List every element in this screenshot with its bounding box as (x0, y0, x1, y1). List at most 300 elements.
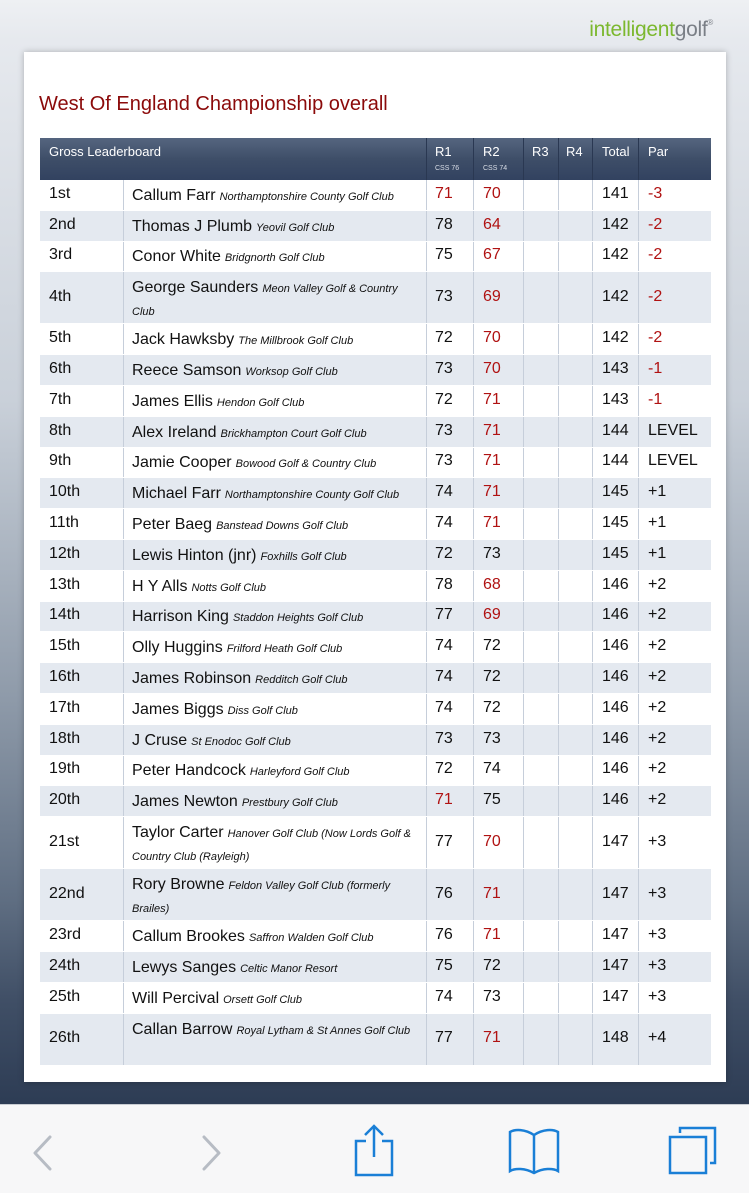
column-divider (426, 983, 427, 1013)
player-cell (132, 246, 422, 269)
total-score: 143 (602, 390, 629, 408)
share-icon[interactable] (354, 1123, 394, 1182)
player-cell (132, 606, 422, 629)
header-r1-css: CSS 76 (435, 165, 460, 172)
column-divider (123, 242, 124, 272)
player-cell (132, 699, 422, 722)
column-divider (592, 211, 593, 241)
par-score: -1 (648, 360, 663, 378)
column-divider (558, 921, 559, 951)
round1-score: 74 (435, 637, 453, 655)
column-divider (638, 180, 639, 210)
column-divider (473, 509, 474, 539)
column-divider (473, 571, 474, 601)
player-cell (132, 329, 422, 352)
player-name[interactable]: Rory Browne (132, 876, 225, 894)
column-divider (592, 786, 593, 816)
par-score: +2 (648, 698, 667, 716)
table-row[interactable] (40, 478, 711, 508)
player-name[interactable]: Callum Farr (132, 186, 216, 204)
round2-score: 71 (483, 452, 501, 470)
header-par: Par (648, 144, 669, 159)
column-divider (473, 952, 474, 982)
total-score: 146 (602, 729, 629, 747)
club-name: Worksop Golf Club (245, 366, 338, 379)
table-row[interactable] (40, 952, 711, 982)
player-cell (132, 483, 422, 506)
header-divider (473, 138, 474, 180)
column-divider (523, 417, 524, 447)
column-divider (638, 355, 639, 385)
table-row[interactable] (40, 632, 711, 662)
chevron-left-icon[interactable] (32, 1135, 54, 1176)
player-cell (132, 730, 422, 753)
column-divider (426, 952, 427, 982)
round2-score: 69 (483, 287, 501, 305)
player-name[interactable]: James Robinson (132, 670, 252, 688)
player-cell (132, 216, 422, 239)
column-divider (123, 663, 124, 693)
table-row[interactable] (40, 663, 711, 693)
table-row[interactable] (40, 694, 711, 724)
column-divider (558, 417, 559, 447)
column-divider (592, 417, 593, 447)
column-divider (523, 869, 524, 920)
player-name[interactable]: Conor White (132, 248, 221, 266)
column-divider (592, 725, 593, 755)
table-row[interactable] (40, 386, 711, 416)
column-divider (523, 571, 524, 601)
round1-score: 74 (435, 514, 453, 532)
position-cell: 22nd (49, 884, 85, 902)
club-name: Celtic Manor Resort (240, 962, 338, 975)
club-name: Banstead Downs Golf Club (216, 520, 349, 533)
round1-score: 73 (435, 360, 453, 378)
column-divider (558, 448, 559, 478)
par-score: -2 (648, 329, 663, 347)
column-divider (473, 355, 474, 385)
column-divider (592, 663, 593, 693)
club-name: Notts Golf Club (191, 581, 267, 594)
column-divider (473, 632, 474, 662)
position-cell: 23rd (49, 926, 82, 944)
table-row[interactable] (40, 725, 711, 755)
player-name[interactable]: Callum Brookes (132, 928, 245, 946)
player-cell (132, 637, 422, 660)
column-divider (123, 921, 124, 951)
column-divider (523, 509, 524, 539)
par-score: +3 (648, 956, 667, 974)
player-cell (132, 874, 422, 920)
column-divider (638, 386, 639, 416)
column-divider (558, 571, 559, 601)
position-cell: 25th (49, 987, 81, 1005)
column-divider (558, 817, 559, 868)
player-name[interactable]: Will Percival (132, 989, 220, 1007)
column-divider (592, 921, 593, 951)
column-divider (473, 211, 474, 241)
column-divider (473, 417, 474, 447)
player-cell (132, 360, 422, 383)
column-divider (123, 355, 124, 385)
player-cell (132, 422, 422, 445)
player-name[interactable]: Lewis Hinton (jnr) (132, 546, 257, 564)
table-row[interactable] (40, 786, 711, 816)
player-name[interactable]: Jack Hawksby (132, 331, 235, 349)
par-score: +2 (648, 575, 667, 593)
column-divider (523, 211, 524, 241)
par-score: +4 (648, 1029, 667, 1047)
player-name[interactable]: Olly Huggins (132, 639, 223, 657)
column-divider (638, 417, 639, 447)
par-score: +3 (648, 926, 667, 944)
column-divider (473, 921, 474, 951)
column-divider (473, 983, 474, 1013)
player-name[interactable]: Jamie Cooper (132, 454, 232, 472)
column-divider (473, 869, 474, 920)
column-divider (426, 869, 427, 920)
column-divider (473, 272, 474, 323)
column-divider (638, 869, 639, 920)
table-row[interactable] (40, 417, 711, 447)
player-name[interactable]: Callan Barrow (132, 1020, 233, 1038)
column-divider (123, 817, 124, 868)
player-cell (132, 452, 422, 475)
round1-score: 74 (435, 698, 453, 716)
player-name[interactable]: Alex Ireland (132, 423, 217, 441)
column-divider (523, 786, 524, 816)
total-score: 141 (602, 184, 629, 202)
column-divider (426, 324, 427, 354)
total-score: 147 (602, 926, 629, 944)
player-name[interactable]: Michael Farr (132, 485, 221, 503)
position-cell: 21st (49, 832, 80, 850)
column-divider (523, 602, 524, 632)
par-score: +1 (648, 514, 667, 532)
player-cell (132, 545, 422, 568)
player-name[interactable]: Reece Samson (132, 362, 242, 380)
table-row[interactable] (40, 571, 711, 601)
column-divider (473, 324, 474, 354)
header-divider (426, 138, 427, 180)
round2-score: 72 (483, 698, 501, 716)
header-r1: R1 (435, 144, 452, 159)
column-divider (638, 571, 639, 601)
club-name: Redditch Golf Club (255, 674, 348, 687)
column-divider (123, 540, 124, 570)
player-name[interactable]: H Y Alls (132, 577, 188, 595)
player-name[interactable]: James Newton (132, 793, 238, 811)
player-name[interactable]: Thomas J Plumb (132, 217, 253, 235)
column-divider (123, 694, 124, 724)
table-row[interactable] (40, 983, 711, 1013)
round1-score: 78 (435, 215, 453, 233)
round2-score: 75 (483, 791, 501, 809)
column-divider (638, 272, 639, 323)
column-divider (523, 921, 524, 951)
column-divider (523, 272, 524, 323)
table-row[interactable] (40, 324, 711, 354)
column-divider (638, 786, 639, 816)
par-score: +3 (648, 832, 667, 850)
round1-score: 72 (435, 760, 453, 778)
par-score: +2 (648, 729, 667, 747)
column-divider (592, 983, 593, 1013)
column-divider (426, 921, 427, 951)
round1-score: 71 (435, 184, 453, 202)
table-row[interactable] (40, 602, 711, 632)
column-divider (523, 983, 524, 1013)
club-name: Royal Lytham & St Annes Golf Club (236, 1024, 411, 1037)
player-name[interactable]: J Cruse (132, 731, 188, 749)
total-score: 142 (602, 246, 629, 264)
player-cell (132, 791, 422, 814)
column-divider (123, 602, 124, 632)
column-divider (123, 571, 124, 601)
round1-score: 73 (435, 729, 453, 747)
column-divider (592, 632, 593, 662)
column-divider (123, 1014, 124, 1065)
player-cell (132, 760, 422, 783)
column-divider (592, 355, 593, 385)
total-score: 144 (602, 421, 629, 439)
player-name[interactable]: Lewys Sanges (132, 958, 237, 976)
table-row[interactable] (40, 756, 711, 786)
player-name[interactable]: Harrison King (132, 608, 229, 626)
column-divider (426, 180, 427, 210)
total-score: 147 (602, 884, 629, 902)
column-divider (558, 355, 559, 385)
table-row[interactable] (40, 272, 711, 323)
table-row[interactable] (40, 921, 711, 951)
par-score: +2 (648, 606, 667, 624)
round1-score: 72 (435, 329, 453, 347)
round2-score: 73 (483, 987, 501, 1005)
club-name: Foxhills Golf Club (260, 550, 347, 563)
position-cell: 24th (49, 956, 81, 974)
column-divider (473, 694, 474, 724)
player-cell (132, 514, 422, 537)
column-divider (426, 417, 427, 447)
round2-score: 72 (483, 637, 501, 655)
total-score: 143 (602, 360, 629, 378)
round2-score: 72 (483, 668, 501, 686)
column-divider (473, 725, 474, 755)
column-divider (558, 324, 559, 354)
column-divider (638, 509, 639, 539)
total-score: 146 (602, 698, 629, 716)
table-row[interactable] (40, 180, 711, 210)
player-cell (132, 822, 422, 868)
player-cell (132, 1019, 422, 1042)
column-divider (558, 632, 559, 662)
total-score: 146 (602, 791, 629, 809)
column-divider (473, 448, 474, 478)
column-divider (473, 180, 474, 210)
column-divider (592, 272, 593, 323)
header-divider (558, 138, 559, 180)
book-icon[interactable] (507, 1127, 561, 1180)
column-divider (592, 448, 593, 478)
column-divider (638, 983, 639, 1013)
club-name: Meon Valley Golf & Country Club (132, 283, 398, 319)
table-row[interactable] (40, 540, 711, 570)
column-divider (592, 509, 593, 539)
table-row[interactable] (40, 1014, 711, 1065)
table-row[interactable] (40, 869, 711, 920)
player-name[interactable]: Peter Baeg (132, 516, 213, 534)
player-name[interactable]: George Saunders (132, 279, 259, 297)
total-score: 146 (602, 637, 629, 655)
chevron-right-icon[interactable] (200, 1135, 222, 1176)
header-r3: R3 (532, 144, 549, 159)
player-name[interactable]: James Ellis (132, 392, 213, 410)
column-divider (592, 540, 593, 570)
column-divider (426, 478, 427, 508)
column-divider (523, 694, 524, 724)
round2-score: 67 (483, 246, 501, 264)
column-divider (523, 355, 524, 385)
column-divider (123, 952, 124, 982)
total-score: 142 (602, 329, 629, 347)
column-divider (426, 694, 427, 724)
column-divider (638, 1014, 639, 1065)
column-divider (473, 1014, 474, 1065)
total-score: 142 (602, 215, 629, 233)
column-divider (592, 386, 593, 416)
round1-score: 76 (435, 884, 453, 902)
position-cell: 15th (49, 637, 81, 655)
column-divider (558, 386, 559, 416)
column-divider (638, 694, 639, 724)
column-divider (638, 540, 639, 570)
round1-score: 73 (435, 421, 453, 439)
player-cell (132, 957, 422, 980)
column-divider (426, 786, 427, 816)
total-score: 146 (602, 575, 629, 593)
column-divider (426, 663, 427, 693)
round1-score: 74 (435, 668, 453, 686)
header-total: Total (602, 144, 630, 159)
table-row[interactable] (40, 817, 711, 868)
column-divider (123, 756, 124, 786)
position-cell: 9th (49, 452, 72, 470)
column-divider (123, 386, 124, 416)
position-cell: 17th (49, 698, 81, 716)
column-divider (123, 983, 124, 1013)
position-cell: 2nd (49, 215, 76, 233)
column-divider (638, 242, 639, 272)
total-score: 148 (602, 1029, 629, 1047)
column-divider (123, 632, 124, 662)
column-divider (123, 786, 124, 816)
column-divider (523, 540, 524, 570)
column-divider (558, 952, 559, 982)
column-divider (523, 242, 524, 272)
round2-score: 74 (483, 760, 501, 778)
column-divider (426, 211, 427, 241)
column-divider (523, 663, 524, 693)
table-row[interactable] (40, 242, 711, 272)
column-divider (426, 509, 427, 539)
par-score: +1 (648, 483, 667, 501)
par-score: -3 (648, 184, 663, 202)
column-divider (473, 602, 474, 632)
column-divider (426, 571, 427, 601)
column-divider (638, 448, 639, 478)
table-row[interactable] (40, 448, 711, 478)
round1-score: 77 (435, 832, 453, 850)
table-row[interactable] (40, 355, 711, 385)
column-divider (558, 272, 559, 323)
header-divider (592, 138, 593, 180)
round2-score: 71 (483, 390, 501, 408)
column-divider (638, 756, 639, 786)
header-leaderboard-label: Gross Leaderboard (49, 144, 162, 159)
player-name[interactable]: James Biggs (132, 700, 224, 718)
player-name[interactable]: Peter Handcock (132, 762, 246, 780)
column-divider (123, 478, 124, 508)
table-row[interactable] (40, 211, 711, 241)
table-row[interactable] (40, 509, 711, 539)
column-divider (592, 1014, 593, 1065)
round2-score: 71 (483, 1029, 501, 1047)
par-score: -2 (648, 215, 663, 233)
player-cell (132, 277, 422, 323)
column-divider (473, 817, 474, 868)
column-divider (638, 952, 639, 982)
round2-score: 71 (483, 421, 501, 439)
column-divider (426, 632, 427, 662)
total-score: 144 (602, 452, 629, 470)
header-divider (523, 138, 524, 180)
position-cell: 19th (49, 760, 81, 778)
position-cell: 1st (49, 184, 71, 202)
column-divider (558, 509, 559, 539)
player-name[interactable]: Taylor Carter (132, 824, 224, 842)
column-divider (558, 663, 559, 693)
column-divider (523, 180, 524, 210)
column-divider (426, 756, 427, 786)
column-divider (426, 242, 427, 272)
column-divider (123, 725, 124, 755)
tabs-icon[interactable] (667, 1125, 719, 1182)
column-divider (592, 242, 593, 272)
position-cell: 4th (49, 287, 72, 305)
position-cell: 6th (49, 360, 72, 378)
column-divider (473, 242, 474, 272)
club-name: Prestbury Golf Club (241, 797, 338, 810)
player-cell (132, 576, 422, 599)
round2-score: 71 (483, 483, 501, 501)
column-divider (558, 756, 559, 786)
column-divider (473, 756, 474, 786)
browser-toolbar (0, 1104, 749, 1193)
position-cell: 11th (49, 514, 79, 532)
top-bar (0, 0, 749, 52)
club-name: Orsett Golf Club (223, 993, 302, 1006)
total-score: 145 (602, 514, 629, 532)
column-divider (638, 478, 639, 508)
round1-score: 75 (435, 246, 453, 264)
column-divider (638, 602, 639, 632)
round1-score: 74 (435, 483, 453, 501)
column-divider (638, 632, 639, 662)
column-divider (523, 952, 524, 982)
intelligentgolf-logo[interactable]: intelligentgolf® (589, 18, 713, 41)
position-cell: 14th (49, 606, 81, 624)
total-score: 142 (602, 287, 629, 305)
